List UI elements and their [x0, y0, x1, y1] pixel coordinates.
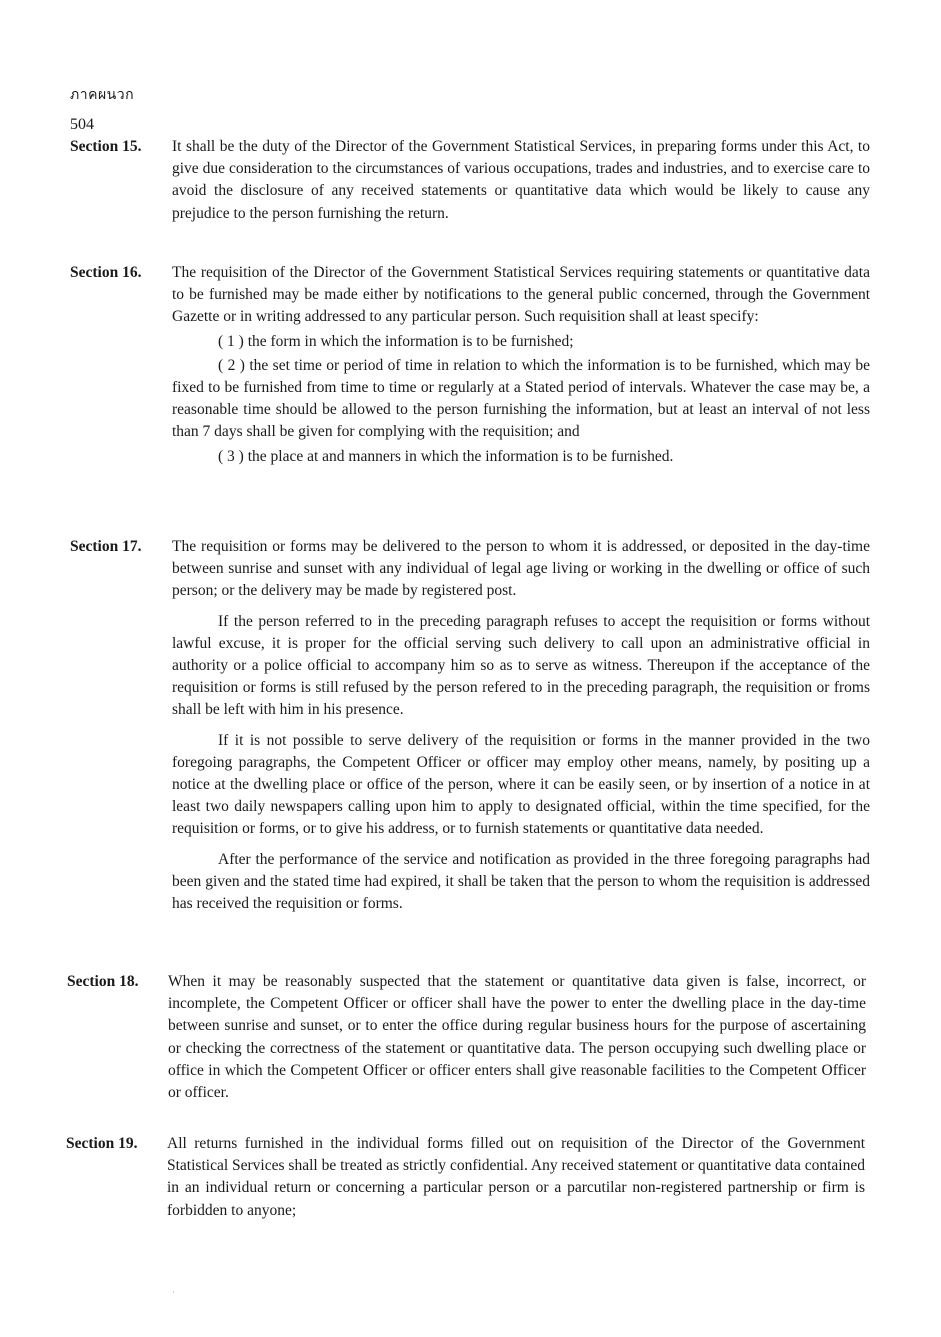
section-16-item-3: ( 3 ) the place at and manners in which the information is to be furnished.: [218, 447, 674, 465]
section-15-label: Section 15.: [70, 138, 142, 155]
section-15-paragraph: It shall be the duty of the Director of the Government Statistical Services, in preparing forms under this Act, to give due consideration to the circumstances of various occupations, trades and industries, and to exercise care to avoid the disclosure of any received statements or quantitative data which would be likely to cause any prejudice to the person furnishing the return.: [172, 138, 870, 222]
appendix-header: ภาคผนวก: [70, 88, 135, 103]
section-16-label: Section 16.: [70, 264, 142, 281]
section-18-body: [168, 971, 866, 1104]
section-16-paragraph: The requisition of the Director of the Government Statistical Services requiring statements or quantitative data to be furnished may be made either by notifications to the general public concerned, through the Government Gazette or in writing addressed to any particular person. Such requisition shall at least specify:: [172, 264, 870, 326]
section-18-label: Section 18.: [67, 973, 139, 990]
section-16-body: [172, 262, 870, 468]
section-16-item-2: ( 2 ) the set time or period of time in relation to which the information is to be furnished, which may be fixed to be furnished from time to time or regularly at a Stated period of intervals. Whatever the case may be, a reasonable time should be allowed to the person furnishing the information, but at least an interval of not less than 7 days shall be given for complying with the requisition; and: [172, 356, 870, 441]
page-number: 504: [70, 116, 94, 133]
section-16-item-1: ( 1 ) the form in which the information is to be furnished;: [218, 332, 574, 350]
section-19-body: [167, 1133, 865, 1222]
section-17-body: [172, 536, 870, 915]
section-18-paragraph: When it may be reasonably suspected that the statement or quantitative data given is false, incorrect, or incomplete, the Competent Officer or officer shall have the power to enter the dwelling place in the day-time between sunrise and sunset, or to enter the office during regular business hours for the purpose of ascertaining or checking the correctness of the statement or quantitative data. The person occupying such dwelling place or office in which the Competent Officer or officer enters shall give reasonable facilities to the Competent Officer or officer.: [168, 973, 866, 1102]
section-15-body: [172, 136, 870, 225]
section-17-paragraph-3: If it is not possible to serve delivery of the requisition or forms in the manner provided in the two foregoing paragraphs, the Competent Officer or officer may employ other means, namely, by positing up a notice at the dwelling place or office of the person, where it can be easily seen, or by insertion of a notice in at least two daily newspapers calling upon him to apply to designated official, within the time specified, for the requisition or forms, or to give his address, or to furnish statements or quantitative data needed.: [172, 731, 870, 838]
scan-speck: ·: [172, 1288, 175, 1297]
section-19-label: Section 19.: [66, 1135, 138, 1152]
section-17-paragraph-4: After the performance of the service and notification as provided in the three foregoing paragraphs had been given and the stated time had expired, it shall be taken that the person to whom the requisition is addressed has received the requisition or forms.: [172, 850, 870, 913]
section-17-label: Section 17.: [70, 538, 142, 555]
section-17-paragraph-2: If the person referred to in the preceding paragraph refuses to accept the requisition or forms without lawful excuse, it is proper for the official serving such delivery to call upon an administrative official in authority or a police official to accompany him so as to serve as witness. Thereupon if the acceptance of the requisition or forms is still refused by the person refered to in the preceding paragraph, the requisition or froms shall be left with him in his presence.: [172, 612, 870, 719]
section-17-paragraph-1: The requisition or forms may be delivered to the person to whom it is addressed, or deposited in the day-time between sunrise and sunset with any individual of legal age living or working in the dwelling or office of such person; or the delivery may be made by registered post.: [172, 538, 870, 600]
section-19-paragraph: All returns furnished in the individual forms filled out on requisition of the Director of the Government Statistical Services shall be treated as strictly confidential. Any received statement or quantitative data contained in an individual return or concerning a particular person or a parcutilar non-registered partnership or firm is forbidden to anyone;: [167, 1135, 865, 1219]
